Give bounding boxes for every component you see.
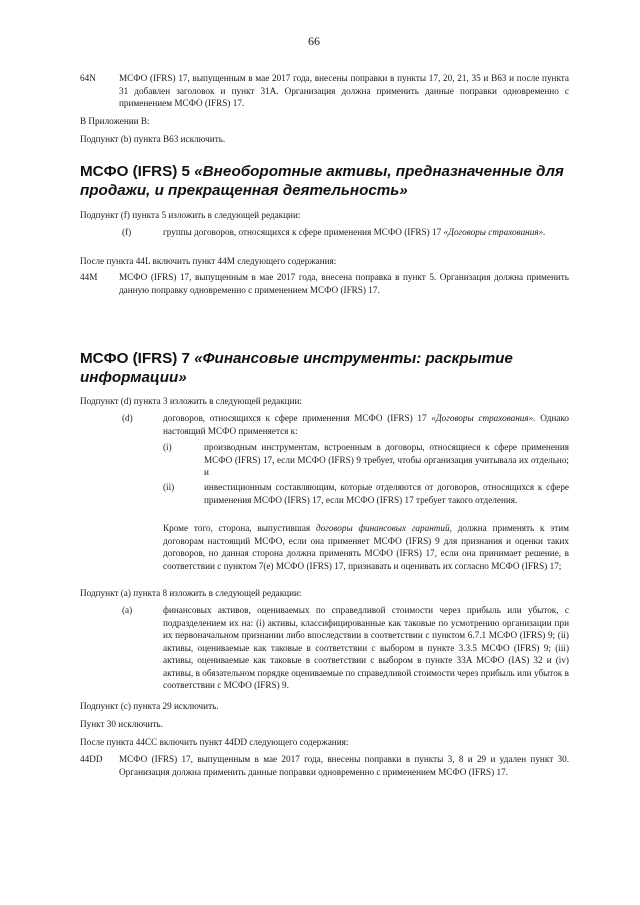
ifrs7-p29c-delete: Подпункт (c) пункта 29 исключить. xyxy=(80,701,219,711)
ifrs7-also-text-a: Кроме того, сторона, выпустившая xyxy=(163,523,311,533)
ifrs7-p3d-intro: Подпункт (d) пункта 3 изложить в следующей редакции: xyxy=(80,396,302,406)
paragraph-number-64n: 64N xyxy=(80,73,96,83)
paragraph-number-44m: 44M xyxy=(80,272,98,282)
ifrs5-heading-title: «Внеоборотные активы, предназначенные для продажи, и прекращенная деятельность» xyxy=(80,163,564,199)
ifrs7-item-d xyxy=(163,412,569,437)
page-number: 66 xyxy=(308,34,320,48)
appendix-b-intro: В Приложении B: xyxy=(80,116,150,126)
ifrs7-after-44cc: После пункта 44CC включить пункт 44DD следующего содержания: xyxy=(80,737,349,747)
ifrs7-item-d-text2: Однако настоящий МСФО применяется к: xyxy=(163,413,569,436)
ifrs5-item-f-label: (f) xyxy=(122,227,132,237)
ifrs7-sub-ii: инвестиционным составляющим, которые отделяются от договоров, относящихся к сфере применения МСФО (IFRS) 17, если МСФО (IFRS) 17 требует такого отделения. xyxy=(204,482,569,505)
ifrs5-item-f-italic: «Договоры страхования». xyxy=(443,227,546,237)
ifrs7-also-text-b: должна применять к этим договорам настоящий МСФО, если она применяет МСФО (IFRS) 9 для признания и оценки таких договоров, но данная сторона должна применять МСФО (IFRS) 17, если она принимает решение, в соответствии с пунктом 7(e) МСФО (IFRS) 17, признавать и оценивать их согласно МСФО (IFRS) 17; xyxy=(163,523,569,571)
ifrs7-financial-guarantees xyxy=(163,522,569,572)
ifrs5-after-44l: После пункта 44L включить пункт 44M следующего содержания: xyxy=(80,256,337,266)
ifrs7-sub-ii-label: (ii) xyxy=(163,482,175,492)
ifrs5-heading xyxy=(80,163,570,200)
ifrs7-heading xyxy=(80,350,520,387)
ifrs7-item-a-label: (a) xyxy=(122,605,133,615)
ifrs7-item-d-label: (d) xyxy=(122,413,133,423)
paragraph-44dd: МСФО (IFRS) 17, выпущенным в мае 2017 года, внесены поправки в пункты 3, 8 и 29 и удален пункт 30. Организация должна применить данные поправки одновременно с применением МСФО (IFRS) 17. xyxy=(119,754,569,777)
ifrs7-p8a-intro: Подпункт (a) пункта 8 изложить в следующей редакции: xyxy=(80,588,302,598)
ifrs5-item-f-text: группы договоров, относящихся к сфере применения МСФО (IFRS) 17 xyxy=(163,227,442,237)
ifrs5-p5f-intro: Подпункт (f) пункта 5 изложить в следующей редакции: xyxy=(80,210,301,220)
ifrs7-item-d-italic: «Договоры страхования». xyxy=(431,413,536,423)
ifrs7-also-italic: договоры финансовых гарантий, xyxy=(315,523,452,533)
ifrs7-p30-delete: Пункт 30 исключить. xyxy=(80,719,163,729)
ifrs5-item-f xyxy=(163,226,569,239)
ifrs7-item-d-text: договоров, относящихся к сфере применения МСФО (IFRS) 17 xyxy=(163,413,427,423)
ifrs7-item-a: финансовых активов, оцениваемых по справедливой стоимости через прибыль или убыток, с подразделением их на: (i) активы, классифицированные как таковые по усмотрению организации при их первоначальном признании либо впоследствии в соответствии с пунктом 6.7.1 МСФО (IFRS) 9; (ii) активы, оцениваемые как таковые в соответствии с выбором в пункте 3.3.5 МСФО (IFRS) 9; (iii) активы, оцениваемые как таковые в соответствии с выбором в пункте 33A МСФО (IAS) 32 и (iv) активы, в обязательном порядке оцениваемые по справедливой стоимости через прибыль или убыток в соответствии с МСФО (IFRS) 9. xyxy=(163,605,569,690)
ifrs5-heading-prefix: МСФО (IFRS) 5 xyxy=(80,163,190,180)
b63-delete-instruction: Подпункт (b) пункта B63 исключить. xyxy=(80,134,226,144)
paragraph-44m: МСФО (IFRS) 17, выпущенным в мае 2017 года, внесена поправка в пункт 5. Организация должна применить данную поправку одновременно с применением МСФО (IFRS) 17. xyxy=(119,272,569,295)
ifrs7-heading-prefix: МСФО (IFRS) 7 xyxy=(80,350,190,367)
ifrs7-sub-i-label: (i) xyxy=(163,442,172,452)
ifrs7-sub-i: производным инструментам, встроенным в договоры, относящиеся к сфере применения МСФО (IFRS) 17, если МСФО (IFRS) 9 требует, чтобы организация учитывала их отдельно; и xyxy=(204,442,569,477)
paragraph-number-44dd: 44DD xyxy=(80,754,103,764)
paragraph-64n: МСФО (IFRS) 17, выпущенным в мае 2017 года, внесены поправки в пункты 17, 20, 21, 35 и B63 и после пункта 31 добавлен заголовок и пункт 31A. Организация должна применить данные поправки одновременно с применением МСФО (IFRS) 17. xyxy=(119,73,569,108)
ifrs7-heading-title: «Финансовые инструменты: раскрытие информации» xyxy=(80,350,513,386)
